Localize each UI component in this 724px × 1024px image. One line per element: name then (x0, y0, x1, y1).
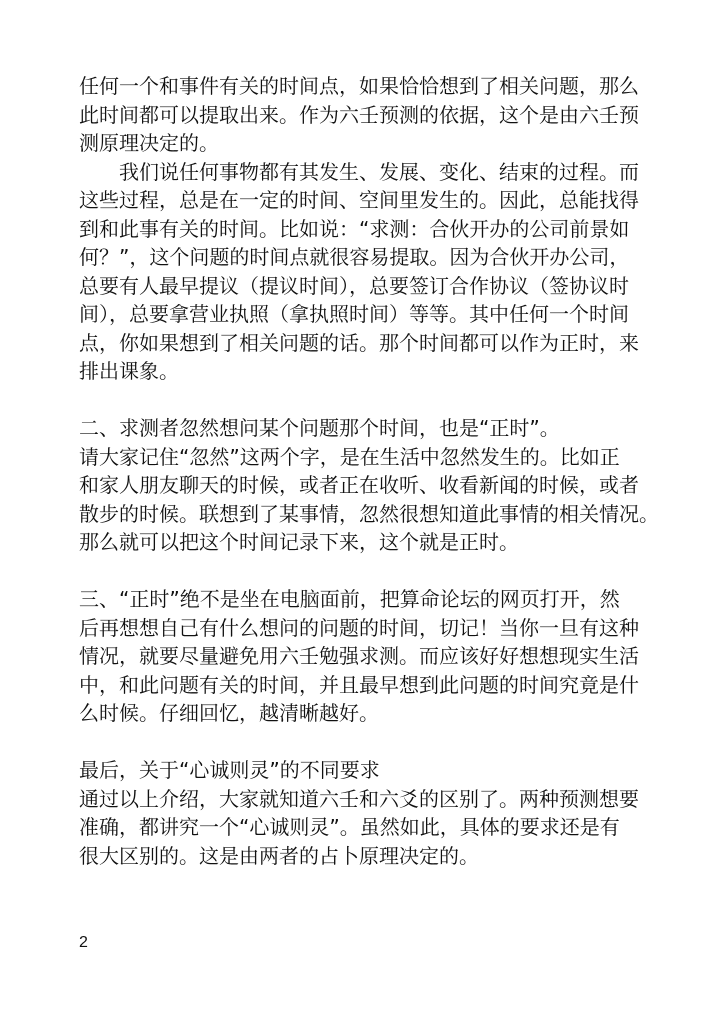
text-line: 到和此事有关的时间。比如说：“求测：合伙开办的公司前景如 (79, 216, 630, 241)
text-line: 总要有人最早提议（提议时间），总要签订合作协议（签协议时 (79, 273, 629, 298)
text-line: 间），总要拿营业执照（拿执照时间）等等。其中任何一个时间 (79, 302, 629, 326)
paragraph-process-explanation (79, 158, 651, 386)
text-line: 此时间都可以提取出来。作为六壬预测的依据，这个是由六壬预 (79, 102, 639, 127)
text-line: 那么就可以把这个时间记录下来，这个就是正时。 (79, 530, 519, 554)
section-two (79, 414, 659, 557)
text-line: 我们说任何事物都有其发生、发展、变化、结束的过程。而 (119, 159, 639, 184)
section-three (79, 585, 651, 728)
text-line: 散步的时候。联想到了某事情，忽然很想知道此事情的相关情况。 (79, 501, 659, 526)
text-line: 很大区别的。这是由两者的占卜原理决定的。 (79, 843, 479, 868)
text-line: 准确，都讲究一个“心诚则灵”。虽然如此，具体的要求还是有 (79, 815, 620, 839)
paragraph-spacer (79, 728, 651, 757)
document-body (79, 72, 659, 870)
text-line: 点，你如果想到了相关问题的话。那个时间都可以作为正时，来 (79, 330, 639, 355)
page-number: 2 (79, 934, 88, 951)
text-line: 情况，就要尽量避免用六壬勉强求测。而应该好好想想现实生活 (79, 644, 639, 668)
text-line: 和家人朋友聊天的时候，或者正在收听、收看新闻的时候，或者 (79, 473, 639, 497)
final-section (79, 756, 651, 870)
text-line: 测原理决定的。 (79, 131, 219, 155)
text-line: 任何一个和事件有关的时间点，如果恰恰想到了相关问题，那么 (79, 74, 639, 98)
text-line: 何？”，这个问题的时间点就很容易提取。因为合伙开办公司， (79, 245, 630, 269)
paragraph-continuation (79, 72, 651, 158)
text-line: 排出课象。 (79, 359, 179, 383)
text-line: 三、“正时”绝不是坐在电脑面前，把算命论坛的网页打开，然 (79, 587, 620, 611)
section-heading: 最后，关于“心诚则灵”的不同要求 (79, 758, 380, 782)
text-line: 后再想想自己有什么想问的问题的时间，切记！当你一旦有这种 (79, 615, 639, 640)
text-line: 这些过程，总是在一定的时间、空间里发生的。因此，总能找得 (79, 188, 639, 212)
paragraph-spacer (79, 386, 651, 415)
section-heading: 二、求测者忽然想问某个问题那个时间，也是“正时”。 (79, 416, 560, 440)
paragraph-spacer (79, 557, 651, 586)
text-line: 请大家记住“忽然”这两个字，是在生活中忽然发生的。比如正 (79, 444, 620, 469)
text-line: 么时候。仔细回忆，越清晰越好。 (79, 701, 379, 725)
text-line: 通过以上介绍，大家就知道六壬和六爻的区别了。两种预测想要 (79, 786, 639, 811)
text-line: 中，和此问题有关的时间，并且最早想到此问题的时间究竟是什 (79, 672, 639, 697)
